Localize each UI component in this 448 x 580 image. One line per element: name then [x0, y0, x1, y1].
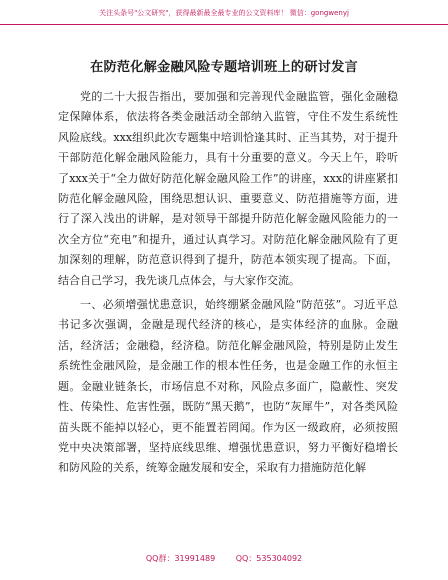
footer-qq: QQ：535304092	[235, 554, 303, 563]
document-title: 在防范化解金融风险专题培训班上的研讨发言	[90, 60, 358, 75]
paragraph-intro: 党的二十大报告指出，要加强和完善现代金融监管，强化金融稳定保障体系，依法将各类金融活动全部纳入监管，守住不发生系统性风险底线。xxx组织此次专题集中培训恰逢其时、正当其势，对于提升干部防范化解金融风险能力，具有十分重要的意义。今天上午，聆听了xxx关于“全力做好防范化解金融风险工作”的讲座，xxx的讲座紧扣防范化解金融风险，围绕思想认识、重要意义、防范措施等方面，进行了深入浅出的讲解，是对领导干部提升防范化解金融风险能力的一次全方位“充电”和提升，通过认真学习。对防范化解金融风险有了更加深刻的理解，防范意识得到了提升，防范本领实现了提高。下面，结合自己学习，我先谈几点体会，与大家作交流。	[58, 90, 398, 287]
document-body	[58, 87, 398, 479]
paragraph-section-one: 一、必须增强忧患意识，始终绷紧金融风险“防范弦”。习近平总书记多次强调，金融是现代经济的核心，是实体经济的血脉。金融活，经济活；金融稳，经济稳。防范化解金融风险，特别是防止发生系统性金融风险，是金融工作的根本性任务，也是金融工作的永恒主题。金融业链条长，市场信息不对称，风险点多面广，隐蔽性、突发性、传染性、危害性强，既防“黑天鹅”，也防“灰犀牛”，对各类风险苗头既不能掉以轻心，更不能置若罔闻。作为区一级政府，必须按照党中央决策部署，坚持底线思维、增强忧患意识，努力平衡好稳增长和防风险的关系，统筹金融发展和安全，采取有力措施防范化解	[58, 298, 398, 475]
footer-qq-group: QQ群：31991489	[145, 554, 216, 563]
top-banner: 关注头条号"公文研究"，获得最新最全最专业的公文资料库！ 微信：gongwenyj	[99, 9, 349, 17]
footer-contact	[0, 553, 448, 564]
header-divider	[0, 24, 448, 25]
